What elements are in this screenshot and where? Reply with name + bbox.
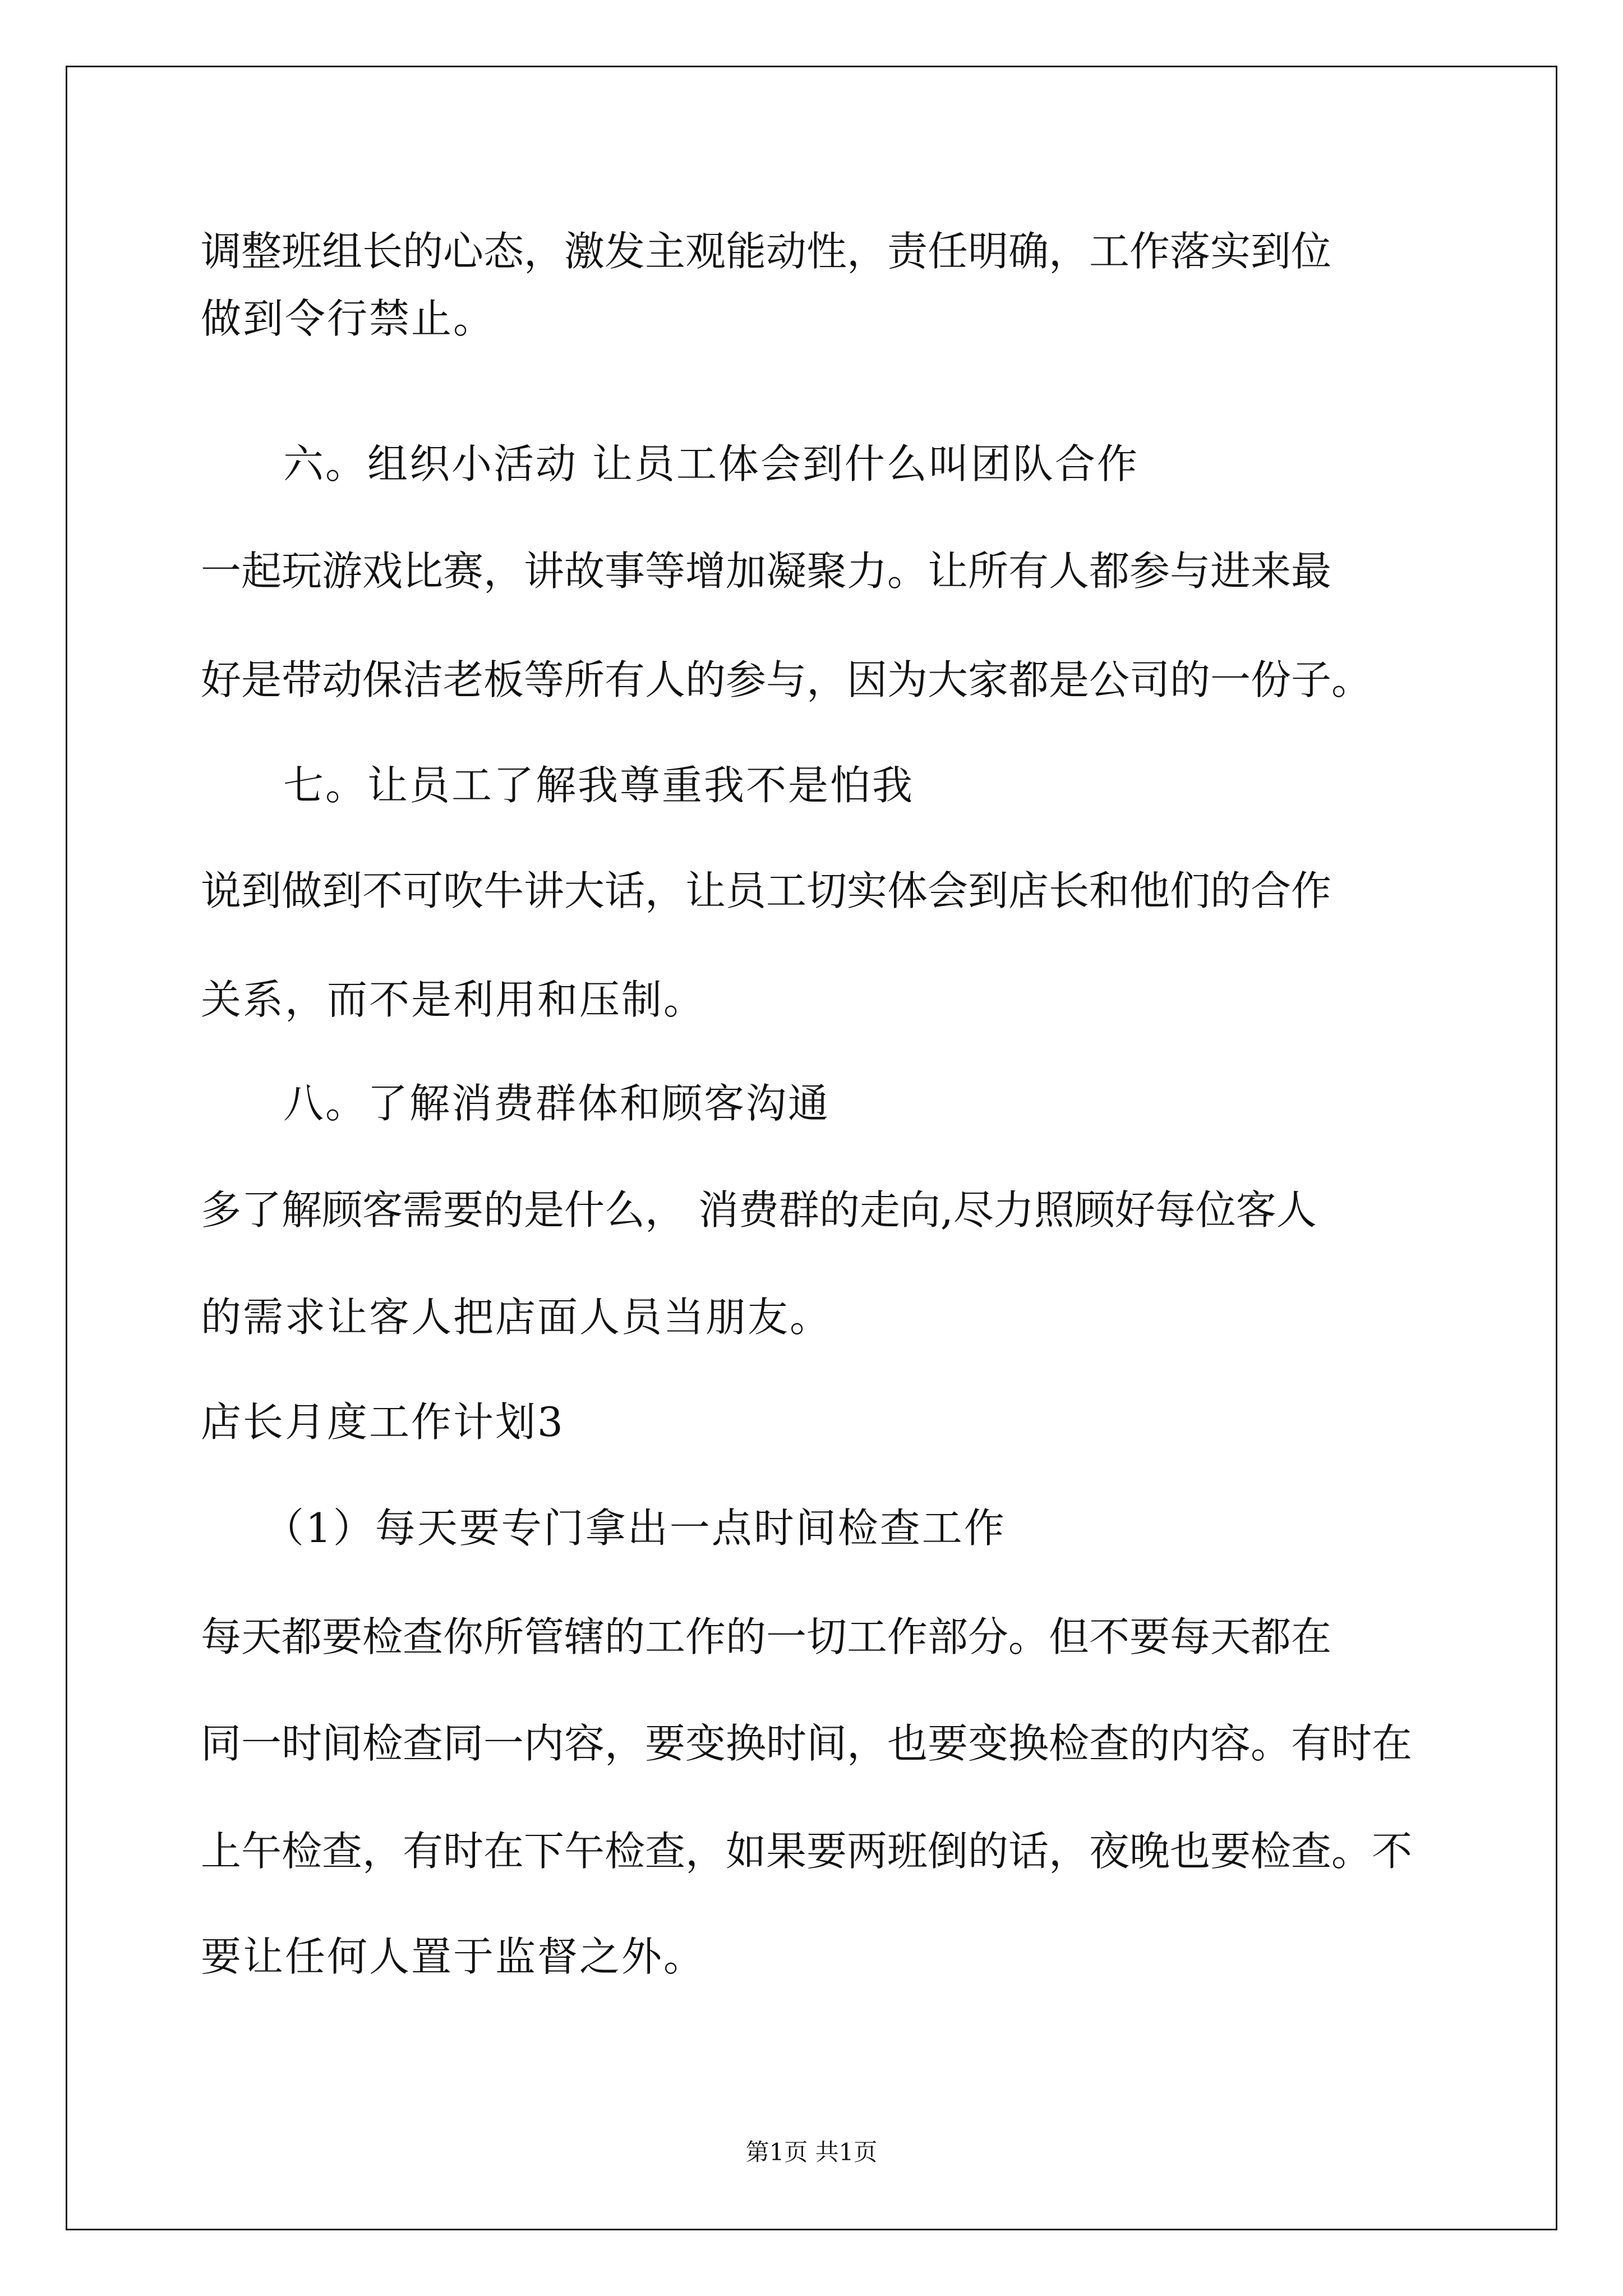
body-text-line: 的需求让客人把店面人员当朋友。 [201,1294,832,1341]
body-text-line: 说到做到不可吹牛讲大话，让员工切实体会到店长和他们的合作 [201,867,1332,914]
body-text-line: 每天都要检查你所管辖的工作的一切工作部分。但不要每天都在 [201,1613,1332,1660]
body-text-line: 同一时间检查同一内容，要变换时间，也要变换检查的内容。有时在 [201,1720,1413,1767]
body-text-line: 要让任何人置于监督之外。 [201,1933,706,1980]
section-heading: 七。让员工了解我尊重我不是怕我 [283,762,915,809]
section-heading: 六。组织小活动 让员工体会到什么叫团队合作 [283,440,1139,487]
page-border [66,66,1557,2230]
body-text-line: 上午检查，有时在下午检查，如果要两班倒的话，夜晚也要检查。不 [201,1828,1413,1875]
document-title: 店长月度工作计划3 [201,1398,565,1446]
body-text-line: 一起玩游戏比赛，讲故事等增加凝聚力。让所有人都参与进来最 [201,547,1332,595]
page-footer: 第1页 共1页 [745,2138,878,2166]
body-text-line: 好是带动保洁老板等所有人的参与，因为大家都是公司的一份子。 [201,656,1372,703]
body-text-line: 调整班组长的心态，激发主观能动性，责任明确，工作落实到位 [201,228,1332,275]
subsection-heading: （1）每天要专门拿出一点时间检查工作 [264,1504,1006,1552]
section-heading: 八。了解消费群体和顾客沟通 [283,1080,831,1127]
body-text-line: 多了解顾客需要的是什么， 消费群的走向,尽力照顾好每位客人 [201,1186,1317,1234]
body-text-line: 做到令行禁止。 [201,295,496,342]
body-text-line: 关系，而不是利用和压制。 [201,976,706,1023]
